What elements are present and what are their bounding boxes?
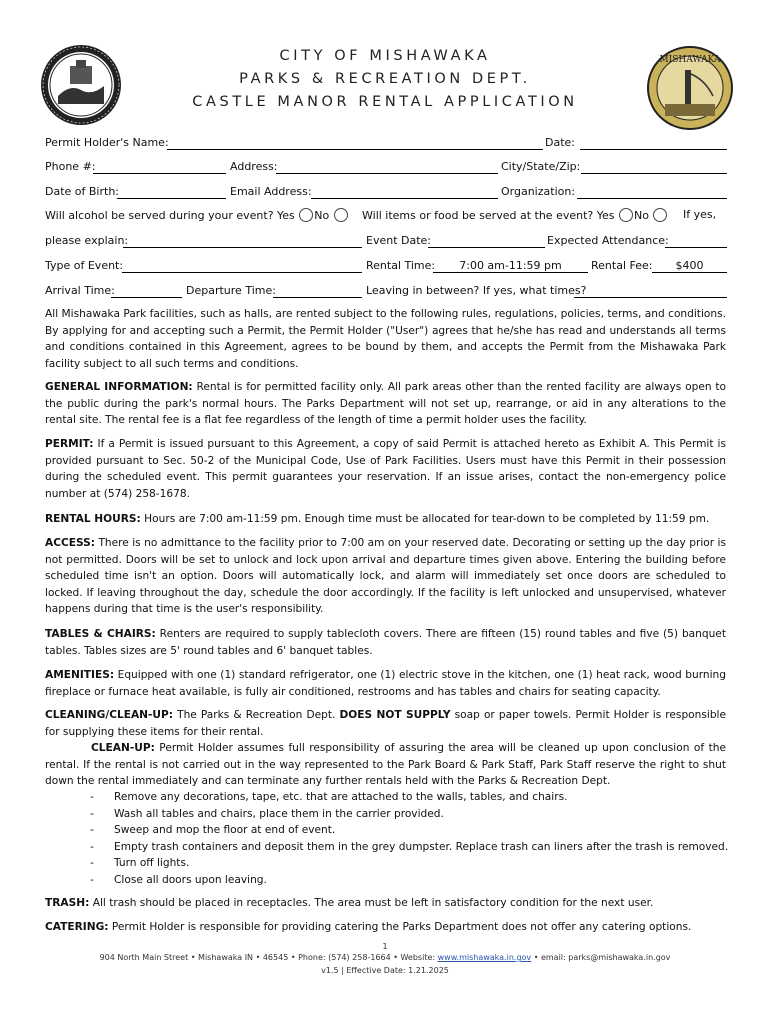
bullet-text: Remove any decorations, tape, etc. that are attached to the walls, tables, and chairs. bbox=[114, 791, 568, 803]
cleanup-section bbox=[45, 740, 726, 790]
permit-holder-field[interactable] bbox=[167, 149, 543, 150]
alcohol-question bbox=[45, 208, 349, 222]
cleaning-section bbox=[45, 707, 726, 740]
permit-holder-label: Permit Holder's Name: bbox=[45, 136, 169, 149]
email-field[interactable] bbox=[311, 198, 498, 199]
departure-label: Departure Time: bbox=[186, 284, 276, 297]
title-department: PARKS & RECREATION DEPT. bbox=[239, 71, 531, 87]
rental-hours-section bbox=[45, 511, 726, 528]
catering-text: Permit Holder is responsible for providing catering the Parks Department does not offer any catering options. bbox=[108, 921, 692, 933]
items-no-label: No bbox=[633, 209, 649, 222]
row-alcohol-items bbox=[45, 208, 727, 224]
organization-field[interactable] bbox=[577, 198, 727, 199]
svg-text:MISHAWAKA: MISHAWAKA bbox=[659, 55, 721, 65]
explain-field[interactable] bbox=[123, 247, 362, 248]
title-city: CITY OF MISHAWAKA bbox=[279, 48, 491, 64]
permit-heading: PERMIT: bbox=[45, 438, 94, 450]
trash-section bbox=[45, 895, 726, 912]
dob-field[interactable] bbox=[117, 198, 226, 199]
hours-heading: RENTAL HOURS: bbox=[45, 513, 141, 525]
row-phone-address bbox=[45, 160, 727, 176]
alcohol-label: Will alcohol be served during your event? Yes bbox=[45, 209, 295, 222]
bullet-text: Wash all tables and chairs, place them in the carrier provided. bbox=[114, 807, 444, 820]
leaving-label: Leaving in between? If yes, what times? bbox=[366, 284, 587, 297]
type-label: Type of Event: bbox=[45, 259, 124, 272]
general-heading: GENERAL INFORMATION: bbox=[45, 381, 193, 393]
hours-text: Hours are 7:00 am-11:59 pm. Enough time must be allocated for tear-down to be completed by 11:59 pm. bbox=[140, 513, 710, 525]
bullet-dash: - bbox=[90, 857, 94, 870]
phone-field[interactable] bbox=[93, 173, 226, 174]
bullet-text: Sweep and mop the floor at end of event. bbox=[114, 824, 336, 837]
trash-text: All trash should be placed in receptacles. The area must be left in satisfactory condition for the next user. bbox=[89, 897, 654, 909]
alcohol-no-radio[interactable] bbox=[334, 208, 348, 222]
footer-email: • email: parks@mishawaka.in.gov bbox=[531, 953, 671, 962]
cleanup-heading: CLEAN-UP: bbox=[91, 742, 155, 754]
cleaning-bold: DOES NOT SUPPLY bbox=[339, 709, 451, 721]
tables-chairs-section bbox=[45, 626, 726, 659]
rental-fee-value: $400 bbox=[675, 259, 704, 272]
footer-version: v1.5 | Effective Date: 1.21.2025 bbox=[321, 966, 449, 975]
cleanup-text: Permit Holder assumes full responsibility of assuring the area will be cleaned up upon conclusion of the rental. If the rental is not carried out in the way represented to the Park Board & Park Staff, Park Staff reserve the right to shut down the rental immediately and can terminate any further rentals held with the Parks & Recreation Dept. bbox=[45, 742, 726, 788]
items-yes-radio[interactable] bbox=[619, 208, 633, 222]
general-text: Rental is for permitted facility only. All park areas other than the rented facility are always open to the public during the park's normal hours. The Parks Department will not set up, rearrange, or aid in any alterations to the rental site. The rental fee is a flat fee regardless of the length of time a permit holder uses the facility. bbox=[45, 381, 726, 427]
phone-label: Phone #: bbox=[45, 160, 96, 173]
rental-time-line bbox=[433, 272, 588, 273]
bullet-dash: - bbox=[90, 791, 94, 803]
bullet-text: Turn off lights. bbox=[114, 857, 190, 870]
rental-fee-label: Rental Fee: bbox=[591, 259, 653, 272]
organization-label: Organization: bbox=[501, 185, 576, 198]
row-name-date bbox=[45, 136, 727, 152]
dob-label: Date of Birth: bbox=[45, 185, 120, 198]
event-date-label: Event Date: bbox=[366, 234, 432, 247]
tables-heading: TABLES & CHAIRS: bbox=[45, 628, 156, 640]
footer-address bbox=[0, 953, 770, 962]
address-label: Address: bbox=[230, 160, 278, 173]
amenities-heading: AMENITIES: bbox=[45, 669, 115, 681]
if-yes-label: If yes, bbox=[683, 208, 717, 221]
amenities-section bbox=[45, 667, 726, 700]
catering-section bbox=[45, 919, 726, 936]
catering-heading: CATERING: bbox=[45, 921, 109, 933]
row-dob-email bbox=[45, 185, 727, 201]
alcohol-no-label: No bbox=[314, 209, 330, 222]
city-field[interactable] bbox=[581, 173, 727, 174]
tables-text: Renters are required to supply tablecloth covers. There are fifteen (15) round tables and five (5) banquet tables. Tables sizes are 5' round tables and 6' banquet tables. bbox=[45, 628, 726, 657]
cleaning-text-2: soap or paper towels. Permit Holder is responsible for supplying these items for their rental. bbox=[45, 709, 727, 738]
explain-label: please explain: bbox=[45, 234, 129, 247]
cleaning-text-1: The Parks & Recreation Dept. bbox=[173, 709, 340, 721]
date-field[interactable] bbox=[580, 149, 727, 150]
bullet-dash: - bbox=[90, 874, 94, 886]
email-label: Email Address: bbox=[230, 185, 312, 198]
footer-address-text: 904 North Main Street • Mishawaka IN • 46545 • Phone: (574) 258-1664 • Website: bbox=[99, 953, 438, 962]
general-information-section bbox=[45, 379, 726, 429]
leaving-field[interactable] bbox=[574, 297, 727, 298]
attendance-label: Expected Attendance: bbox=[547, 234, 669, 247]
rental-time-label: Rental Time: bbox=[366, 259, 436, 272]
type-field[interactable] bbox=[122, 272, 362, 273]
attendance-field[interactable] bbox=[665, 247, 727, 248]
bullet-dash: - bbox=[90, 807, 94, 820]
trash-heading: TRASH: bbox=[45, 897, 90, 909]
title-application: CASTLE MANOR RENTAL APPLICATION bbox=[192, 94, 578, 110]
bullet-dash: - bbox=[90, 840, 94, 853]
bullet-text: Empty trash containers and deposit them in the grey dumpster. Replace trash can liners after the trash is removed. bbox=[114, 840, 729, 853]
rental-time-value: 7:00 am-11:59 pm bbox=[459, 259, 562, 272]
bullet-dash: - bbox=[90, 824, 94, 837]
permit-text: If a Permit is issued pursuant to this Agreement, a copy of said Permit is attached hereto as Exhibit A. This Permit is provided pursuant to Sec. 50-2 of the Municipal Code, Use of Park Facilities. Users must have this Permit in their possession during the scheduled event. This permit guarantees your reservation. If an issue arises, contact the non-emergency police number at (574) 258-1678. bbox=[45, 438, 726, 500]
city-label: City/State/Zip: bbox=[501, 160, 581, 173]
bullet-text: Close all doors upon leaving. bbox=[114, 874, 267, 886]
row-arrival-departure bbox=[45, 284, 727, 300]
event-date-field[interactable] bbox=[428, 247, 545, 248]
row-explain-event bbox=[45, 234, 727, 250]
address-field[interactable] bbox=[276, 173, 498, 174]
alcohol-yes-radio[interactable] bbox=[299, 208, 313, 222]
access-text: There is no admittance to the facility prior to 7:00 am on your reserved date. Decorating or setting up the day prior is not permitted. Doors will be set to unlock and lock upon arrival and departure times given above. Entering the building before scheduled time isn't an option. Doors will automatically lock, and alarm will immediately set once doors are scheduled to locked. If leaving throughout the day, schedule the door accordingly. If the facility is left unlocked and unsupervised, whatever happens during that time is the user's responsibility. bbox=[45, 537, 726, 616]
arrival-label: Arrival Time: bbox=[45, 284, 115, 297]
row-type-rental bbox=[45, 259, 727, 275]
amenities-text: Equipped with one (1) standard refrigerator, one (1) electric stove in the kitchen, one (1) heat rack, wood burning fireplace or furnace heat available, is fully air conditioned, restrooms and has tables and chairs for seating capacity. bbox=[45, 669, 726, 698]
items-label: Will items or food be served at the event? Yes bbox=[362, 209, 615, 222]
permit-section bbox=[45, 436, 726, 502]
intro-paragraph: All Mishawaka Park facilities, such as halls, are rented subject to the following rules, regulations, policies, terms, and conditions. By applying for and accepting such a Permit, the Permit Holder ("User") agrees that he/she has read and understands all terms and conditions contained in this Agreement, agrees to be bound by them, and accepts the Permit from the Mishawaka Park facility subject to all such terms and conditions. bbox=[45, 308, 726, 370]
access-heading: ACCESS: bbox=[45, 537, 96, 549]
items-question bbox=[362, 208, 668, 222]
website-link[interactable]: www.mishawaka.in.gov bbox=[437, 953, 532, 962]
access-section bbox=[45, 535, 726, 618]
departure-field[interactable] bbox=[273, 297, 362, 298]
cleaning-heading: CLEANING/CLEAN-UP: bbox=[45, 709, 174, 721]
rental-fee-line bbox=[652, 272, 727, 273]
arrival-field[interactable] bbox=[111, 297, 182, 298]
page-number: 1 bbox=[382, 942, 388, 951]
date-label: Date: bbox=[545, 136, 575, 149]
items-no-radio[interactable] bbox=[653, 208, 667, 222]
